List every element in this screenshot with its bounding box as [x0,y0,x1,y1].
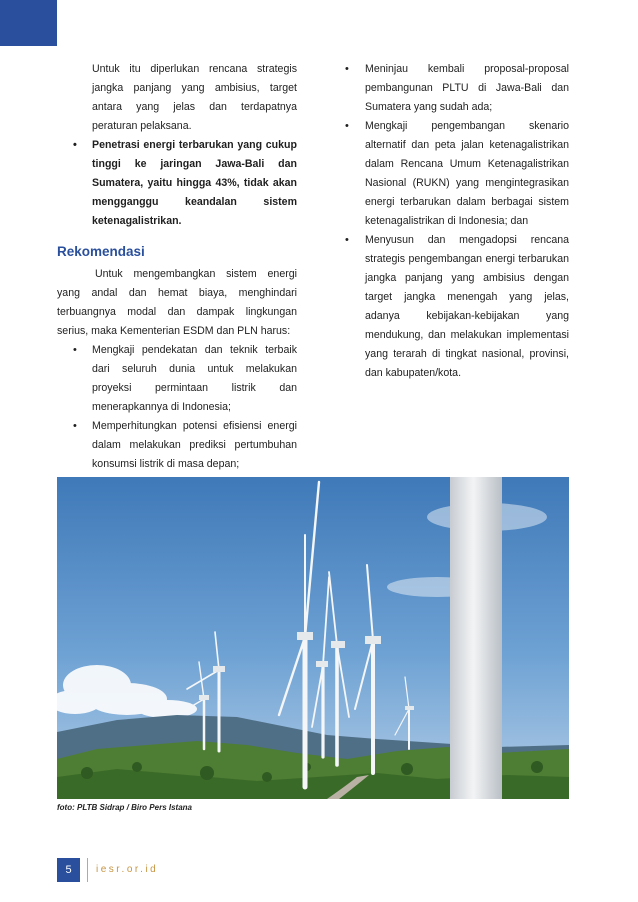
bold-bullet-item [57,136,297,231]
bullet-dot: • [73,139,77,151]
list-item-text: Menyusun dan mengadopsi rencana strategis pengembangan energi terbarukan jangka panjang yang ambisius dengan target jangka menengah yang jelas, adanya kebijakan-kebijakan yang mendukung, dan melakukan implementasi yang terarah di tingkat nasional, provinsi, dan kabupaten/kota. [365,234,569,379]
intro-continuation [57,60,297,136]
section-heading-rekomendasi: Rekomendasi [57,244,145,259]
list-item-text: Meninjau kembali proposal-proposal pembangunan PLTU di Jawa-Bali dan Sumatera yang sudah ada; [365,63,569,113]
bullet-dot: • [345,120,349,132]
left-column [57,60,297,474]
bullet-dot: • [73,344,77,356]
list-item-text: Mengkaji pendekatan dan teknik terbaik dari seluruh dunia untuk melakukan proyeksi permintaan listrik dan menerapkannya di Indonesia; [92,344,297,413]
list-item [343,231,569,383]
footer-divider [87,858,88,882]
list-item-text: Mengkaji pengembangan skenario alternatif dan peta jalan ketenagalistrikan dalam Rencana Umum Ketenagalistrikan Nasional (RUKN) yang mengintegrasikan energi terbarukan dalam berbagai sistem ketenagalistrikan di Indonesia; dan [365,120,569,227]
bold-bullet-text: Penetrasi energi terbarukan yang cukup tinggi ke jaringan Jawa-Bali dan Sumatera, yaitu hingga 43%, tidak akan mengganggu keandalan sistem ketenagalistrikan. [92,139,297,227]
recommendation-paragraph: Untuk mengembangkan sistem energi yang andal dan hemat biaya, menghindari terbuangnya modal dan dampak lingkungan serius, maka Kementerian ESDM dan PLN harus: [57,268,297,337]
bullet-dot: • [345,234,349,246]
wind-farm-photo [57,477,569,799]
bullet-dot: • [73,420,77,432]
list-item [57,417,297,474]
intro-continuation-text: Untuk itu diperlukan rencana strategis jangka panjang yang ambisius, target antara yang jelas dan terdapatnya peraturan pelaksana. [92,63,297,132]
page-number: 5 [57,858,80,882]
list-item [343,117,569,231]
right-column [343,60,569,383]
list-item-text: Memperhitungkan potensi efisiensi energi dalam melakukan prediksi pertumbuhan konsumsi listrik di masa depan; [92,420,297,470]
corner-accent-block [0,0,57,46]
bullet-dot: • [345,63,349,75]
list-item [343,60,569,117]
footer-website-link[interactable]: iesr.or.id [96,864,159,875]
photo-caption: foto: PLTB Sidrap / Biro Pers Istana [57,803,192,812]
list-item [57,341,297,417]
